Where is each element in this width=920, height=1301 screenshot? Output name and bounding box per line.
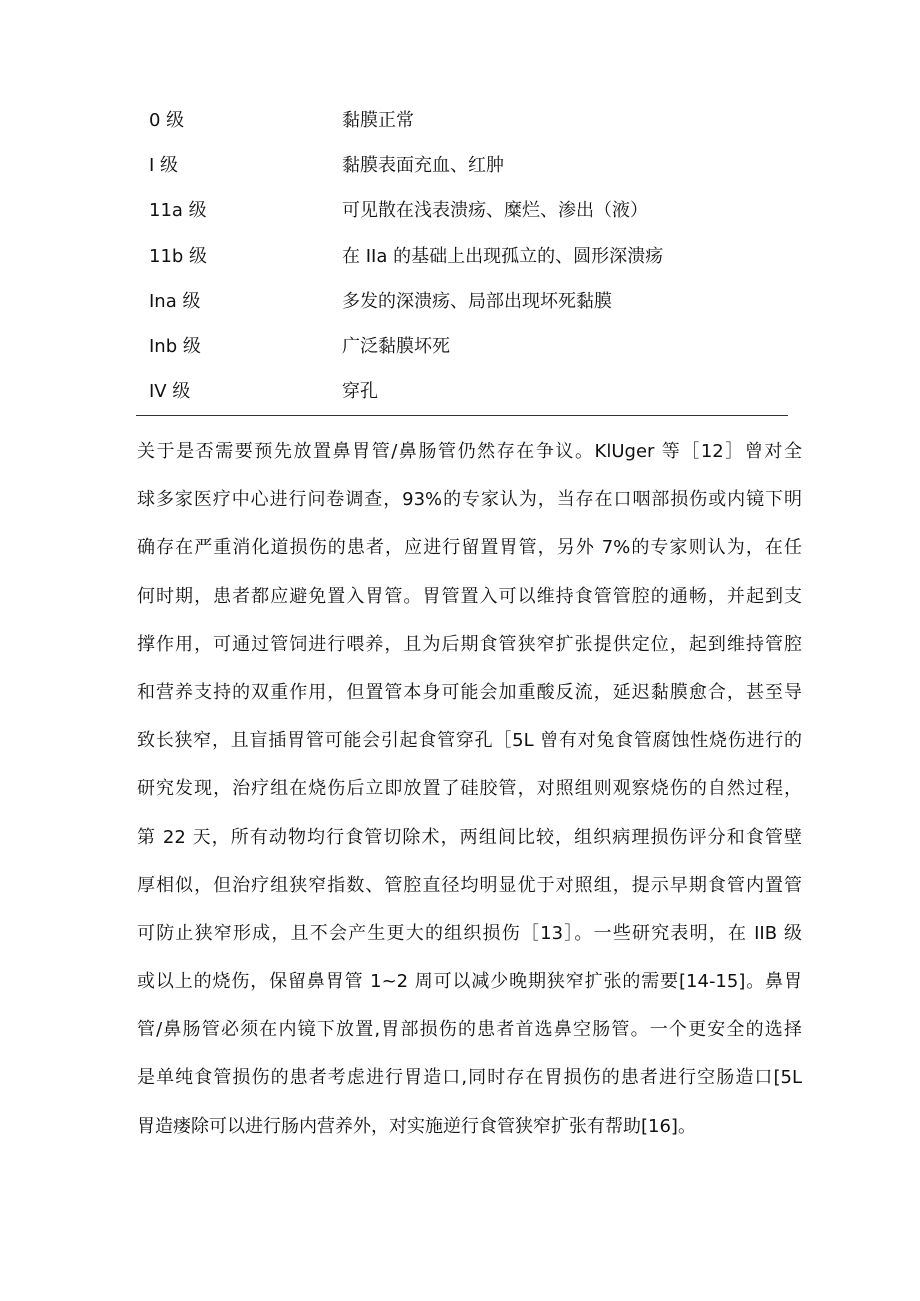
grade-label: Ina 级 (149, 290, 201, 312)
paragraph-line: 管/鼻肠管必须在内镜下放置,胃部损伤的患者首选鼻空肠管。一个更安全的选择 (137, 1019, 802, 1041)
grade-row-5 (136, 324, 788, 369)
grade-label: I 级 (149, 154, 179, 176)
grade-label: 0 级 (149, 109, 185, 131)
grade-label: IV 级 (149, 381, 191, 403)
paragraph-line: 厚相似，但治疗组狭窄指数、管腔直径均明显优于对照组，提示早期食管内置管 (137, 874, 802, 896)
grade-description: 黏膜表面充血、红肿 (342, 154, 504, 176)
paragraph-line: 致长狭窄，且盲插胃管可能会引起食管穿孔［5L 曾有对兔食管腐蚀性烧伤进行的 (137, 730, 802, 752)
grade-row-4 (136, 279, 788, 324)
body-paragraph (137, 428, 802, 1151)
grade-row-3 (136, 234, 788, 279)
grade-label: 11a 级 (149, 200, 207, 222)
grade-description: 多发的深溃疡、局部出现坏死黏膜 (342, 290, 612, 312)
paragraph-line: 撑作用，可通过管饲进行喂养，且为后期食管狭窄扩张提供定位，起到维持管腔 (137, 633, 802, 655)
grade-table (136, 98, 788, 416)
paragraph-line: 何时期，患者都应避免置入胃管。胃管置入可以维持食管管腔的通畅，并起到支 (137, 585, 802, 607)
paragraph-line: 是单纯食管损伤的患者考虑进行胃造口,同时存在胃损伤的患者进行空肠造口[5L (137, 1067, 802, 1089)
paragraph-line: 研究发现，治疗组在烧伤后立即放置了硅胶管，对照组则观察烧伤的自然过程， (137, 778, 802, 800)
grade-description: 广泛黏膜坏死 (342, 336, 450, 358)
grade-row-0 (136, 98, 788, 143)
paragraph-line: 第 22 天，所有动物均行食管切除术，两组间比较，组织病理损伤评分和食管壁 (137, 826, 802, 848)
grade-description: 可见散在浅表溃疡、糜烂、渗出（液） (342, 200, 648, 222)
grade-label: 11b 级 (149, 245, 208, 267)
grade-row-2 (136, 189, 788, 234)
grade-row-6 (136, 370, 788, 415)
grade-description: 黏膜正常 (342, 109, 414, 131)
paragraph-line: 确存在严重消化道损伤的患者，应进行留置胃管，另外 7%的专家则认为，在任 (137, 537, 802, 559)
grade-description: 穿孔 (342, 381, 378, 403)
paragraph-line: 胃造瘘除可以进行肠内营养外，对实施逆行食管狭窄扩张有帮助[16]。 (137, 1115, 696, 1137)
grade-description: 在 IIa 的基础上出现孤立的、圆形深溃疡 (342, 245, 664, 267)
grade-row-1 (136, 143, 788, 188)
paragraph-line: 可防止狭窄形成，且不会产生更大的组织损伤［13］。一些研究表明，在 IIB 级 (137, 922, 802, 944)
paragraph-line: 和营养支持的双重作用，但置管本身可能会加重酸反流，延迟黏膜愈合，甚至导 (137, 681, 802, 703)
grade-label: Inb 级 (149, 336, 201, 358)
paragraph-line: 球多家医疗中心进行问卷调查，93%的专家认为，当存在口咽部损伤或内镜下明 (137, 489, 802, 511)
paragraph-line: 关于是否需要预先放置鼻胃管/鼻肠管仍然存在争议。KlUger 等［12］曾对全 (137, 441, 802, 462)
paragraph-line: 或以上的烧伤，保留鼻胃管 1~2 周可以减少晚期狭窄扩张的需要[14-15]。鼻胃 (137, 971, 802, 993)
